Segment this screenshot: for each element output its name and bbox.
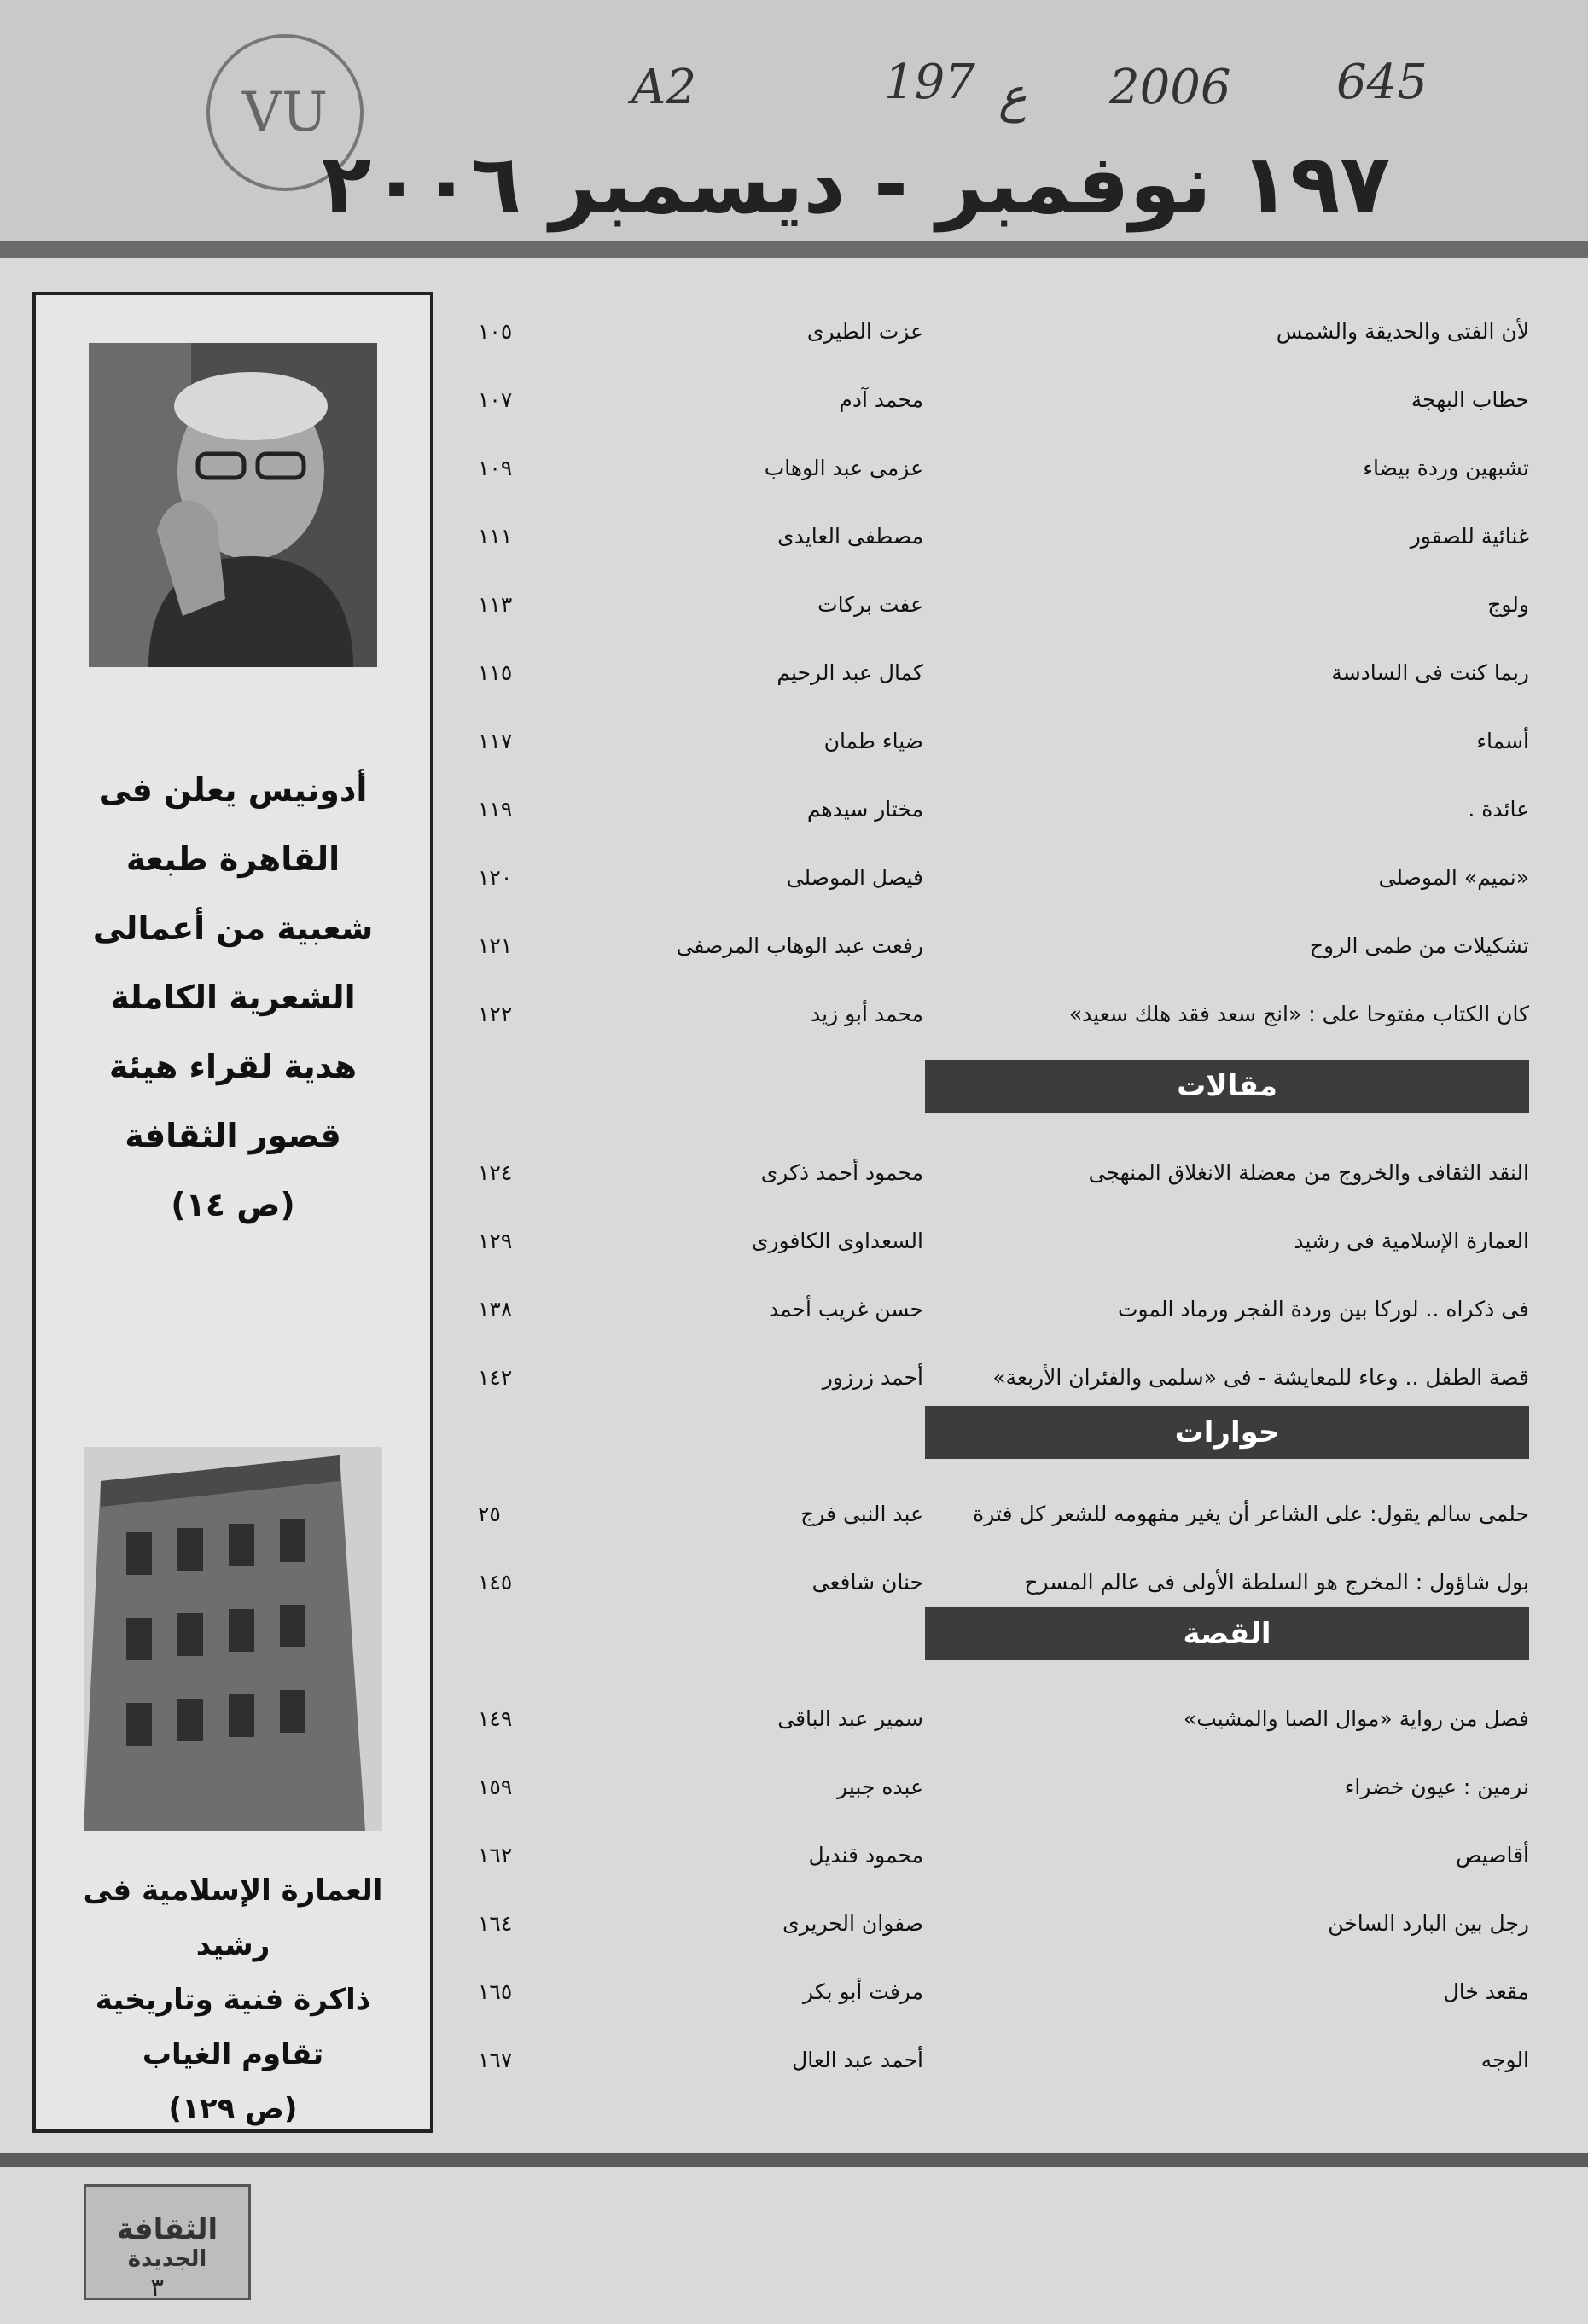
toc-row: تشبهين وردة بيضاء عزمى عبد الوهاب ١٠٩: [478, 456, 1529, 480]
toc-row: العمارة الإسلامية فى رشيد السعداوى الكافورى ١٢٩: [478, 1229, 1529, 1253]
library-stamp: VU: [206, 34, 364, 191]
building-illustration: [84, 1447, 382, 1831]
toc-row: بول شاؤول : المخرج هو السلطة الأولى فى عالم المسرح حنان شافعى ١٤٥: [478, 1570, 1529, 1595]
toc-row: مقعد خال مرفت أبو بكر ١٦٥: [478, 1979, 1529, 2004]
toc-row: تشكيلات من طمى الروح رفعت عبد الوهاب المرصفى ١٢١: [478, 933, 1529, 958]
toc-row: لأن الفتى والحديقة والشمس عزت الطيرى ١٠٥: [478, 319, 1529, 344]
toc-row: «نميم» الموصلى فيصل الموصلى ١٢٠: [478, 865, 1529, 890]
toc-row: حلمى سالم يقول: على الشاعر أن يغير مفهومه للشعر كل فترة عبد النبى فرج ٢٥: [478, 1502, 1529, 1526]
toc-row: حطاب البهجة محمد آدم ١٠٧: [478, 387, 1529, 412]
header-rule: [0, 241, 1588, 258]
footer-rule: [0, 2153, 1588, 2167]
toc-row: أقاصيص محمود قنديل ١٦٢: [478, 1843, 1529, 1868]
handwritten-note: 645: [1336, 55, 1428, 110]
toc-row: الوجه أحمد عبد العال ١٦٧: [478, 2048, 1529, 2072]
toc-row: أسماء ضياء طمان ١١٧: [478, 729, 1529, 753]
toc-row: ربما كنت فى السادسة كمال عبد الرحيم ١١٥: [478, 660, 1529, 685]
handwritten-note: 2006: [1109, 60, 1231, 115]
toc-row: قصة الطفل .. وعاء للمعايشة - فى «سلمى والفئران الأربعة» أحمد زرزور ١٤٢: [478, 1365, 1529, 1390]
toc-row: النقد الثقافى والخروج من معضلة الانغلاق المنهجى محمود أحمد ذكرى ١٢٤: [478, 1160, 1529, 1185]
section-header-interviews: حوارات: [925, 1406, 1529, 1459]
feature-rashid: العمارة الإسلامية فى رشيد ذاكرة فنية وتاريخية تقاوم الغياب (ص ١٢٩): [83, 1874, 383, 2126]
issue-title: ١٩٧ نوفمبر - ديسمبر ٢٠٠٦: [321, 137, 1390, 232]
portrait-illustration: [89, 343, 377, 667]
section-header-story: القصة: [925, 1607, 1529, 1660]
handwritten-note: ع: [998, 68, 1027, 124]
section-header-articles: مقالات: [925, 1060, 1529, 1113]
toc-row: فى ذكراه .. لوركا بين وردة الفجر ورماد الموت حسن غريب أحمد ١٣٨: [478, 1297, 1529, 1322]
toc-row: غنائية للصقور مصطفى العايدى ١١١: [478, 524, 1529, 549]
toc-row: كان الكتاب مفتوحا على : «انج سعد فقد هلك سعيد» محمد أبو زيد ١٢٢: [478, 1002, 1529, 1026]
toc-row: ولوج عفت بركات ١١٣: [478, 592, 1529, 617]
toc-row: عائدة . مختار سيدهم ١١٩: [478, 797, 1529, 822]
toc-row: رجل بين البارد الساخن صفوان الحريرى ١٦٤: [478, 1911, 1529, 1936]
portrait-photo: [89, 343, 377, 667]
building-photo: [84, 1447, 382, 1831]
page-number: ٣: [150, 2273, 165, 2303]
toc-row: نرمين : عيون خضراء عبده جبير ١٥٩: [478, 1775, 1529, 1799]
handwritten-note: A2: [631, 60, 697, 115]
toc-row: فصل من رواية «موال الصبا والمشيب» سمير عبد الباقى ١٤٩: [478, 1706, 1529, 1731]
feature-adonis: أدونيس يعلن فى القاهرة طبعة شعبية من أعمالى الشعرية الكاملة هدية لقراء هيئة قصور الثقافة (ص ١٤): [92, 771, 374, 1223]
magazine-logo: الثقافة الجديدة: [84, 2184, 251, 2300]
sidebar-highlights: [32, 292, 433, 2133]
handwritten-note: 197: [884, 55, 975, 110]
